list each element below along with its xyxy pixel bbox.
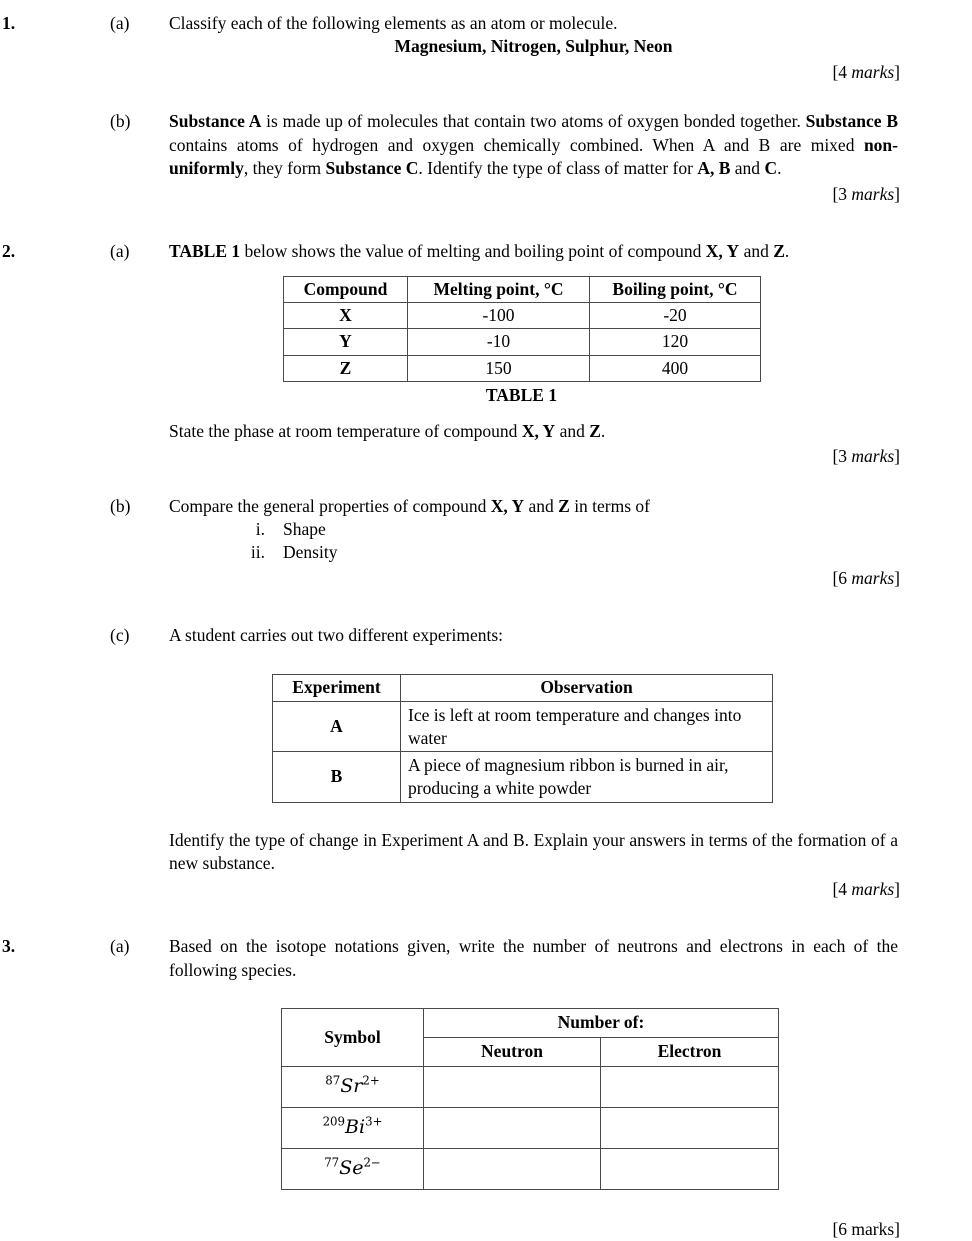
marks-word-2b: marks: [851, 567, 895, 588]
marks-3a: [0, 1218, 972, 1241]
table-row: [284, 329, 761, 355]
list-item: [169, 518, 898, 541]
table1-compound-z: Z: [284, 355, 408, 381]
spacer-col: [0, 829, 110, 876]
table1-header-row: [284, 276, 761, 302]
q2a-seg2: below shows the value of melting and boiling point of compound: [240, 241, 706, 262]
spacer-col: [900, 35, 972, 58]
q1b-seg12: .: [777, 158, 782, 179]
gap-before-table1: [0, 264, 972, 276]
gap-after-table3: [0, 1190, 972, 1216]
q1b-seg10: and: [730, 158, 765, 179]
question-1a-text: Classify each of the following elements as an atom or molecule.: [169, 13, 618, 33]
table-experiment-observation: [272, 674, 773, 803]
sub-label-density: Density: [283, 542, 338, 563]
q2a-seg4: and: [739, 241, 774, 262]
bracket-open: [: [832, 183, 839, 204]
table3-electron-bi-answer[interactable]: [601, 1107, 779, 1148]
gap-2a-2b: [0, 469, 972, 495]
table1-melting-x: -100: [408, 302, 590, 328]
bracket-open: [: [832, 61, 839, 82]
question-2a-row: [0, 240, 972, 263]
question-2c-text: A student carries out two different experiments:: [169, 625, 504, 646]
part-letter-2a: (a): [110, 241, 130, 262]
table1-header-compound: Compound: [284, 276, 408, 302]
table3-neutron-sr-answer[interactable]: [424, 1066, 601, 1107]
marks-count-3a: 6: [838, 1218, 848, 1239]
q2b-seg3: and: [524, 495, 559, 516]
q1b-seg2: is made up of molecules that contain two atoms of oxygen bonded together.: [261, 111, 806, 132]
q2a-seg6: .: [784, 241, 790, 262]
table1-caption: TABLE 1: [485, 385, 558, 406]
isotope-notation-se: [324, 1157, 381, 1179]
spacer-col: [0, 420, 110, 443]
table2-observation-b: A piece of magnesium ribbon is burned in air, producing a white powder: [401, 752, 773, 803]
mass-number-se: 77: [324, 1155, 340, 1170]
marks-count-1a: 4: [838, 61, 848, 82]
table1-compound-y: Y: [284, 329, 408, 355]
charge-sr: 2+: [362, 1073, 380, 1088]
marks-2c: [0, 878, 972, 901]
marks-2a: [0, 445, 972, 468]
part-letter-3a: (a): [110, 936, 130, 957]
table1-header-melting: Melting point, °C: [408, 276, 590, 302]
gap-after-table1: [0, 408, 972, 420]
table1-boiling-z: 400: [590, 355, 761, 381]
question-1b-text: [169, 110, 900, 180]
question-3a-text: Based on the isotope notations given, write the number of neutrons and electrons in each of the following species.: [169, 936, 898, 980]
spacer-col: [900, 420, 972, 443]
table3-electron-sr-answer[interactable]: [601, 1066, 779, 1107]
table2-header-experiment: Experiment: [273, 674, 401, 701]
c-bold: C: [764, 158, 778, 179]
spacer-col: [110, 829, 169, 876]
marks-2b: [0, 567, 972, 590]
question-3a-row: [0, 935, 972, 982]
xy-bold: X, Y: [521, 420, 556, 441]
table3-header-electron: Electron: [601, 1037, 779, 1066]
gap-q1-q2: [0, 206, 972, 240]
table-row: [273, 752, 773, 803]
table1-ref-bold: TABLE 1: [169, 241, 241, 262]
table3-symbol-selenium: [282, 1148, 424, 1189]
bracket-close: ]: [894, 1218, 900, 1239]
mass-number-bi: 209: [322, 1114, 346, 1129]
top-spacer: [0, 0, 972, 12]
table-row: [284, 355, 761, 381]
table2-header-observation: Observation: [401, 674, 773, 701]
table2-experiment-b: B: [273, 752, 401, 803]
z-bold: Z: [773, 241, 785, 262]
table3-symbol-strontium: [282, 1066, 424, 1107]
table3-neutron-se-answer[interactable]: [424, 1148, 601, 1189]
spacer-col: [900, 110, 972, 180]
sub-label-shape: Shape: [283, 519, 326, 539]
gap-before-table2: [0, 648, 972, 674]
marks-count-2b: 6: [838, 567, 848, 588]
table2-experiment-a: A: [273, 701, 401, 752]
question-2a-followup-row: [0, 420, 972, 443]
sub-numeral-ii: ii.: [250, 542, 265, 563]
question-2a-followup-text: [169, 420, 900, 443]
part-letter-2c: (c): [110, 625, 130, 646]
mass-number-sr: 87: [325, 1073, 341, 1088]
z-bold: Z: [558, 495, 570, 516]
bracket-open: [: [832, 1218, 839, 1239]
table3-symbol-bismuth: [282, 1107, 424, 1148]
q2a-follow1: State the phase at room temperature of compound: [169, 420, 522, 441]
marks-word-2a: marks: [851, 446, 895, 467]
question-number-3: 3.: [2, 936, 16, 957]
q1b-seg4: contains atoms of hydrogen and oxygen chemically combined. When A and B are mixed: [169, 134, 864, 155]
gap-q2-q3: [0, 901, 972, 935]
question-1b-row: [0, 110, 972, 180]
marks-word-1a: marks: [851, 61, 895, 82]
table3-header-neutron: Neutron: [424, 1037, 601, 1066]
marks-word-1b: marks: [851, 183, 895, 204]
marks-count-2a: 3: [838, 446, 848, 467]
q2b-seg5: in terms of: [569, 495, 651, 516]
part-letter-2b: (b): [110, 495, 131, 516]
question-2c-followup-text: Identify the type of change in Experiment A and B. Explain your answers in terms of the formation of a new substance.: [169, 829, 898, 874]
table3-neutron-bi-answer[interactable]: [424, 1107, 601, 1148]
sub-numeral-i: i.: [255, 519, 265, 539]
table3-header-symbol: Symbol: [282, 1008, 424, 1066]
gap-before-table3: [0, 982, 972, 1008]
abc-bold: A, B: [697, 158, 731, 179]
question-2b-sublist: [169, 518, 898, 565]
xy-bold: X, Y: [705, 241, 740, 262]
bracket-close: ]: [894, 183, 900, 204]
substance-b-bold: Substance B: [805, 111, 898, 132]
part-letter-1a: (a): [110, 13, 130, 33]
spacer-col: [900, 240, 972, 263]
xy-bold: X, Y: [490, 495, 525, 516]
charge-bi: 3+: [365, 1114, 383, 1129]
question-number-blank: [0, 110, 110, 180]
substance-a-bold: Substance A: [169, 111, 262, 132]
table1-melting-z: 150: [408, 355, 590, 381]
table1-melting-y: -10: [408, 329, 590, 355]
marks-1b: [0, 183, 972, 206]
marks-count-1b: 3: [838, 183, 848, 204]
marks-count-2c: 4: [838, 878, 848, 899]
table-isotope-notation: [281, 1008, 779, 1190]
element-symbol-se: Se: [339, 1157, 364, 1180]
question-1a-row: [0, 12, 972, 35]
table1-boiling-x: -20: [590, 302, 761, 328]
spacer-col: [110, 518, 169, 565]
question-number-1: 1.: [2, 13, 16, 33]
q2a-follow5: .: [600, 420, 606, 441]
q2b-seg1: Compare the general properties of compound: [169, 495, 491, 516]
non-uniformly-bold: non-uniformly: [169, 134, 898, 179]
table-row: [282, 1148, 779, 1189]
question-2a-text: [169, 240, 900, 263]
isotope-notation-sr: [325, 1075, 379, 1097]
part-letter-1b: (b): [110, 111, 131, 132]
spacer-col: [0, 35, 110, 58]
marks-word-2c: marks: [851, 878, 895, 899]
question-2b-row: [0, 495, 972, 518]
element-symbol-bi: Bi: [345, 1116, 366, 1139]
question-2c-followup-row: [0, 829, 972, 876]
spacer-col: [900, 935, 972, 982]
table-row: [273, 701, 773, 752]
spacer-col: [110, 420, 169, 443]
spacer-col: [900, 495, 972, 518]
table2-header-row: [273, 674, 773, 701]
spacer-col: [0, 495, 110, 518]
spacer-col: [110, 35, 169, 58]
list-item: [169, 541, 898, 564]
question-2b-sublist-row: [0, 518, 972, 565]
spacer-col: [900, 829, 972, 876]
spacer-col: [900, 12, 972, 35]
table-row: [282, 1107, 779, 1148]
table2-observation-a: Ice is left at room temperature and changes into water: [401, 701, 773, 752]
bracket-open: [: [832, 446, 839, 467]
gap-2b-2c: [0, 590, 972, 624]
question-2b-text: [169, 495, 900, 518]
substance-c-bold: Substance C: [325, 158, 419, 179]
table-row: [282, 1066, 779, 1107]
z-bold: Z: [589, 420, 601, 441]
charge-se: 2−: [363, 1155, 381, 1170]
table3-header-row-1: [282, 1008, 779, 1037]
bracket-close: ]: [894, 567, 900, 588]
gap-after-table2: [0, 803, 972, 829]
table-row: [284, 302, 761, 328]
bracket-close: ]: [894, 61, 900, 82]
question-1a-elements-row: [0, 35, 972, 58]
bracket-open: [: [832, 567, 839, 588]
bracket-open: [: [832, 878, 839, 899]
table3-header-number-of: Number of:: [424, 1008, 779, 1037]
table3-electron-se-answer[interactable]: [601, 1148, 779, 1189]
table1-header-boiling: Boiling point, °C: [590, 276, 761, 302]
spacer-col: [900, 518, 972, 565]
spacer-col: [900, 624, 972, 647]
q2a-follow3: and: [555, 420, 590, 441]
bracket-close: ]: [894, 446, 900, 467]
isotope-notation-bi: [323, 1116, 383, 1138]
spacer-col: [0, 624, 110, 647]
q1b-seg6: , they form: [243, 158, 326, 179]
element-symbol-sr: Sr: [340, 1075, 363, 1098]
q1b-seg8: . Identify the type of class of matter for: [418, 158, 698, 179]
gap-1a-1b: [0, 84, 972, 110]
question-number-2: 2.: [2, 241, 16, 262]
bracket-close: ]: [894, 878, 900, 899]
spacer-col: [0, 518, 110, 565]
question-2b-sublist-wrap: [169, 518, 900, 565]
question-2c-row: [0, 624, 972, 647]
table1-boiling-y: 120: [590, 329, 761, 355]
table1-compound-x: X: [284, 302, 408, 328]
question-1a-elements-list: Magnesium, Nitrogen, Sulphur, Neon: [394, 36, 673, 57]
marks-1a: [0, 61, 972, 84]
marks-word-3a: marks: [851, 1218, 895, 1239]
table-melting-boiling-points: [283, 276, 761, 383]
